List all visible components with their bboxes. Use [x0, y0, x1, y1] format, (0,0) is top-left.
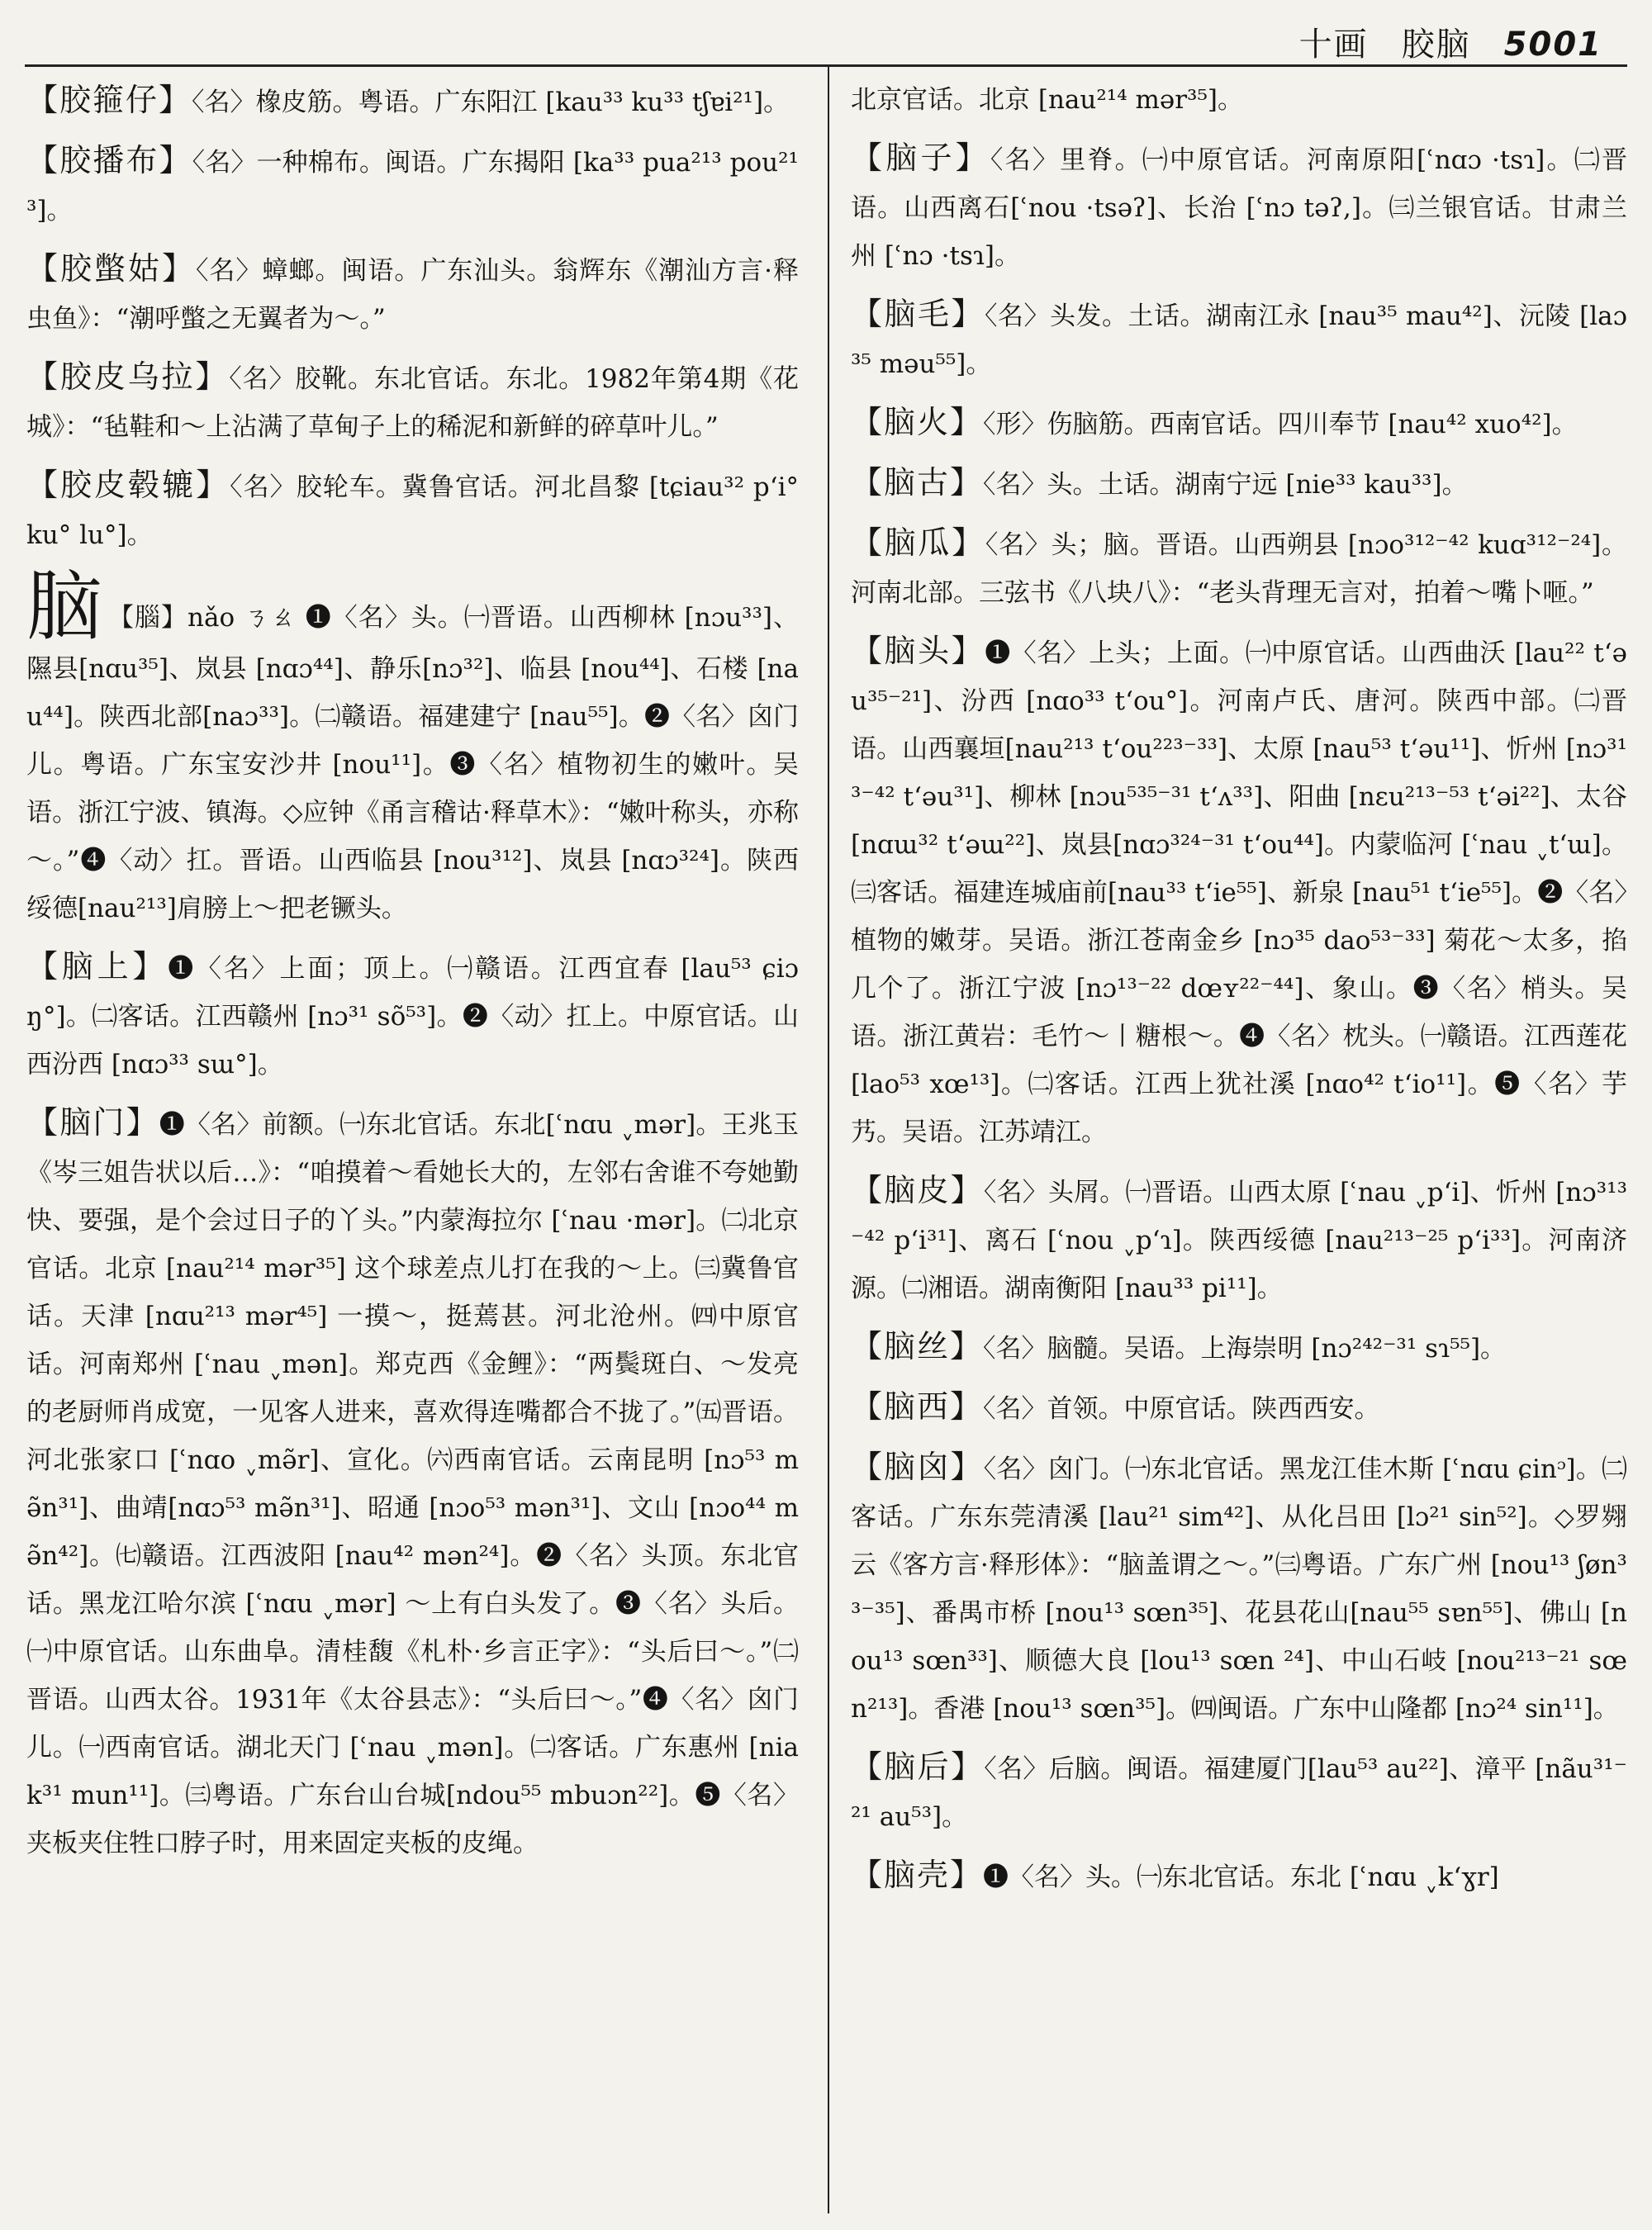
- entry-headword: 【脑毛】: [851, 296, 985, 332]
- right-column: [851, 76, 1627, 2207]
- entry-headword: 【脑西】: [851, 1388, 984, 1425]
- entry-headword: 【脑子】: [851, 140, 990, 176]
- entry-headword: 【胶蟞姑】: [26, 250, 196, 287]
- entry-headword: 【脑火】: [851, 404, 984, 440]
- entry-headword: 【脑门】: [26, 1104, 159, 1141]
- page-header: [1299, 18, 1602, 65]
- dictionary-entry: [851, 1166, 1627, 1312]
- header-chars: 胶脑: [1401, 26, 1471, 64]
- dictionary-entry: [26, 942, 799, 1089]
- entry-definition: ❶〈名〉上面；顶上。㈠赣语。江西宜春 [lau⁵³ ɕiɔŋ°]。㈡客话。江西赣州 [nɔ³¹ sõ⁵³]。❷〈动〉扛上。中原官话。山西汾西 [nɑɔ³³ sɯ°]。: [26, 954, 799, 1079]
- entry-definition: 北京官话。北京 [nau²¹⁴ mər³⁵]。: [851, 85, 1244, 115]
- entry-headword: 【脑丝】: [851, 1328, 984, 1364]
- entry-headword: 【胶皮毂辘】: [26, 467, 230, 503]
- entry-definition: 〈名〉头屑。㈠晋语。山西太原 [ʿnau ˬpʻi]、忻州 [nɔ³¹³⁻⁴² pʻi³¹]、离石 [ʿnou ˬpʻɿ]。陕西绥德 [nau²¹³⁻²⁵ pʻi³³]。河南济源。㈡湘语。湖南衡阳 [nau³³ pi¹¹]。: [851, 1178, 1627, 1303]
- dictionary-entry: [26, 76, 799, 126]
- dictionary-entry: [26, 244, 799, 343]
- section-label: 十画: [1298, 26, 1369, 64]
- entry-definition: 【腦】nǎo ㄋㄠ ❶〈名〉头。㈠晋语。山西柳林 [nɔu³³]、隰县[nɑu³⁵]、岚县 [nɑɔ⁴⁴]、静乐[nɔ³²]、临县 [nou⁴⁴]、石楼 [nau⁴⁴]。陕西北部[naɔ³³]。㈡赣语。福建建宁 [nau⁵⁵]。❷〈名〉囟门儿。粤语。广东宝安沙井 [nou¹¹]。❸〈名〉植物初生的嫩叶。吴语。浙江宁波、镇海。◇应钟《甬言稽诂·释草木》：“嫩叶称头，亦称～。”❹〈动〉扛。晋语。山西临县 [nou³¹²]、岚县 [nɑɔ³²⁴]。陕西绥德[nau²¹³]肩膀上～把老镢头。: [26, 603, 799, 923]
- dictionary-entry: [26, 562, 799, 932]
- entry-definition: 〈名〉橡皮筋。粤语。广东阳江 [kau³³ ku³³ tʃɐi²¹]。: [192, 88, 790, 117]
- entry-definition: 〈形〉伤脑筋。西南官话。四川奉节 [nau⁴² xuo⁴²]。: [983, 410, 1578, 439]
- dictionary-entry: [26, 461, 799, 559]
- entry-headword: 【脑皮】: [851, 1172, 984, 1208]
- dictionary-entry: [26, 1098, 799, 1867]
- dictionary-entry: [851, 519, 1627, 617]
- entry-headword: 【胶播布】: [26, 142, 192, 178]
- entry-headword: 【胶箍仔】: [26, 82, 192, 118]
- entry-headword: 【脑上】: [26, 948, 169, 985]
- entry-headword: 【胶皮乌拉】: [26, 358, 230, 395]
- entry-definition: ❶〈名〉头。㈠东北官话。东北 [ʿnɑu ˬkʻɣr]: [983, 1862, 1499, 1892]
- column-divider: [828, 64, 829, 2213]
- dictionary-entry: [851, 1851, 1627, 1901]
- entry-headword: 【脑古】: [851, 464, 984, 501]
- entry-headword: 脑: [26, 562, 103, 651]
- dictionary-entry: [851, 627, 1627, 1156]
- dictionary-entry: [851, 1443, 1627, 1733]
- entry-definition: 〈名〉胶靴。东北官话。东北。1982年第4期《花城》：“毡鞋和～上沾满了草甸子上的稀泥和新鲜的碎草叶儿。”: [26, 364, 799, 442]
- top-rule: [25, 64, 1627, 67]
- entry-definition: 〈名〉胶轮车。冀鲁官话。河北昌黎 [tɕiau³² pʻi° ku° lu°]。: [26, 472, 799, 550]
- entry-definition: 〈名〉囟门。㈠东北官话。黑龙江佳木斯 [ʿnɑu ɕinᵓ]。㈡客话。广东东莞清溪 [lau²¹ sim⁴²]、从化吕田 [lɔ²¹ sin⁵²]。◇罗翙云《客方言·释形体》：“脑盖谓之～。”㈢粤语。广东广州 [nou¹³ ʃøn³³⁻³⁵]、番禺市桥 [nou¹³ sœn³⁵]、花县花山[nau⁵⁵ sɐn⁵⁵]、佛山 [nou¹³ sœn³³]、顺德大良 [lou¹³ sœn ²⁴]、中山石岐 [nou²¹³⁻²¹ sœn²¹³]。香港 [nou¹³ sœn³⁵]。㈣闽语。广东中山隆都 [nɔ²⁴ sin¹¹]。: [851, 1454, 1627, 1724]
- dictionary-entry: [851, 398, 1627, 448]
- dictionary-entry: [851, 1743, 1627, 1841]
- entry-definition: ❶〈名〉上头；上面。㈠中原官话。山西曲沃 [lau²² tʻəu³⁵⁻²¹]、汾西 [nɑo³³ tʻou°]。河南卢氏、唐河。陕西中部。㈡晋语。山西襄垣[nau²¹³ tʻou²²³⁻³³]、太原 [nau⁵³ tʻəu¹¹]、忻州 [nɔ³¹³⁻⁴² tʻəu³¹]、柳林 [nɔu⁵³⁵⁻³¹ tʻʌ³³]、阳曲 [nɛu²¹³⁻⁵³ tʻəi²²]、太谷 [nɑɯ³² tʻəɯ²²]、岚县[nɑɔ³²⁴⁻³¹ tʻou⁴⁴]。内蒙临河 [ʿnau ˬtʻɯ]。㈢客话。福建连城庙前[nau³³ tʻie⁵⁵]、新泉 [nau⁵¹ tʻie⁵⁵]。❷〈名〉植物的嫩芽。吴语。浙江苍南金乡 [nɔ³⁵ dao⁵³⁻³³] 菊花～太多，掐几个了。浙江宁波 [nɔ¹³⁻²² dœʏ²²⁻⁴⁴]、象山。❸〈名〉梢头。吴语。浙江黄岩：毛竹～丨糖根～。❹〈名〉枕头。㈠赣语。江西莲花 [lao⁵³ xœ¹³]。㈡客话。江西上犹社溪 [nɑo⁴² tʻio¹¹]。❺〈名〉芋艿。吴语。江苏靖江。: [851, 638, 1627, 1147]
- left-column: [26, 76, 799, 2207]
- entry-headword: 【脑后】: [851, 1748, 985, 1785]
- dictionary-entry: [26, 353, 799, 451]
- dictionary-entry: [851, 1383, 1627, 1433]
- entry-definition: 〈名〉头。土话。湖南宁远 [nie³³ kau³³]。: [983, 470, 1468, 500]
- entry-definition: 〈名〉首领。中原官话。陕西西安。: [983, 1394, 1380, 1424]
- dictionary-entry: [851, 290, 1627, 388]
- dictionary-entry: [26, 136, 799, 235]
- entry-definition: ❶〈名〉前额。㈠东北官话。东北[ʿnɑu ˬmər]。王兆玉《岑三姐告状以后…》：“咱摸着～看她长大的，左邻右舍谁不夸她勤快、要强，是个会过日子的丫头。”内蒙海拉尔 [ʿnau ·mər]。㈡北京官话。北京 [nau²¹⁴ mər³⁵] 这个球差点儿打在我的～上。㈢冀鲁官话。天津 [nɑu²¹³ mər⁴⁵] 一摸～，挺蔫甚。河北沧州。㈣中原官话。河南郑州 [ʿnau ˬmən]。郑克西《金鲤》：“两鬓斑白、～发亮的老厨师肖成宽，一见客人进来，喜欢得连嘴都合不拢了。”㈤晋语。河北张家口 [ʿnɑo ˬmə̃r]、宣化。㈥西南官话。云南昆明 [nɔ⁵³ mə̃n³¹]、曲靖[nɑɔ⁵³ mə̃n³¹]、昭通 [nɔo⁵³ mən³¹]、文山 [nɔo⁴⁴ mə̃n⁴²]。㈦赣语。江西波阳 [nau⁴² mən²⁴]。❷〈名〉头顶。东北官话。黑龙江哈尔滨 [ʿnɑu ˬmər] ～上有白头发了。❸〈名〉头后。㈠中原官话。山东曲阜。清桂馥《札朴·乡言正字》：“头后曰～。”㈡晋语。山西太谷。1931年《太谷县志》：“头后曰～。”❹〈名〉囟门儿。㈠西南官话。湖北天门 [ʿnau ˬmən]。㈡客话。广东惠州 [niak³¹ mun¹¹]。㈢粤语。广东台山台城[ndou⁵⁵ mbuɔn²²]。❺〈名〉夹板夹住牲口脖子时，用来固定夹板的皮绳。: [26, 1110, 799, 1858]
- entry-headword: 【脑瓜】: [851, 524, 985, 561]
- entry-definition: 〈名〉脑髓。吴语。上海崇明 [nɔ²⁴²⁻³¹ sɿ⁵⁵]。: [983, 1334, 1507, 1364]
- entry-headword: 【脑囟】: [851, 1449, 984, 1485]
- dictionary-entry: [851, 1322, 1627, 1373]
- entry-headword: 【脑头】: [851, 633, 985, 669]
- entry-headword: 【脑壳】: [851, 1857, 984, 1893]
- dictionary-entry: [851, 76, 1627, 124]
- dictionary-entry: [851, 134, 1627, 280]
- entry-definition: 〈名〉头；脑。晋语。山西朔县 [nɔo³¹²⁻⁴² kuɑ³¹²⁻²⁴]。河南北部。三弦书《八块八》：“老头背理无言对，拍着～嘴卜咂。”: [851, 530, 1627, 608]
- entry-definition: 〈名〉蟑螂。闽语。广东汕头。翁辉东《潮汕方言·释虫鱼》：“潮呼蟞之无翼者为～。”: [26, 256, 799, 334]
- entry-definition: 〈名〉头发。土话。湖南江永 [nau³⁵ mau⁴²]、沅陵 [laɔ³⁵ məu⁵⁵]。: [851, 301, 1627, 379]
- entry-definition: 〈名〉里脊。㈠中原官话。河南原阳[ʿnɑɔ ·tsɿ]。㈡晋语。山西离石[ʿnou ·tsəʔ]、长治 [ʿnɔ təʔ,]。㈢兰银官话。甘肃兰州 [ʿnɔ ·tsɿ]。: [851, 145, 1627, 271]
- entry-definition: 〈名〉后脑。闽语。福建厦门[lau⁵³ au²²]、漳平 [nãu³¹⁻²¹ au⁵³]。: [851, 1754, 1627, 1832]
- entry-definition: 〈名〉一种棉布。闽语。广东揭阳 [ka³³ pua²¹³ pou²¹³]。: [26, 148, 799, 225]
- dictionary-entry: [851, 458, 1627, 509]
- page-number: 5001: [1503, 26, 1602, 64]
